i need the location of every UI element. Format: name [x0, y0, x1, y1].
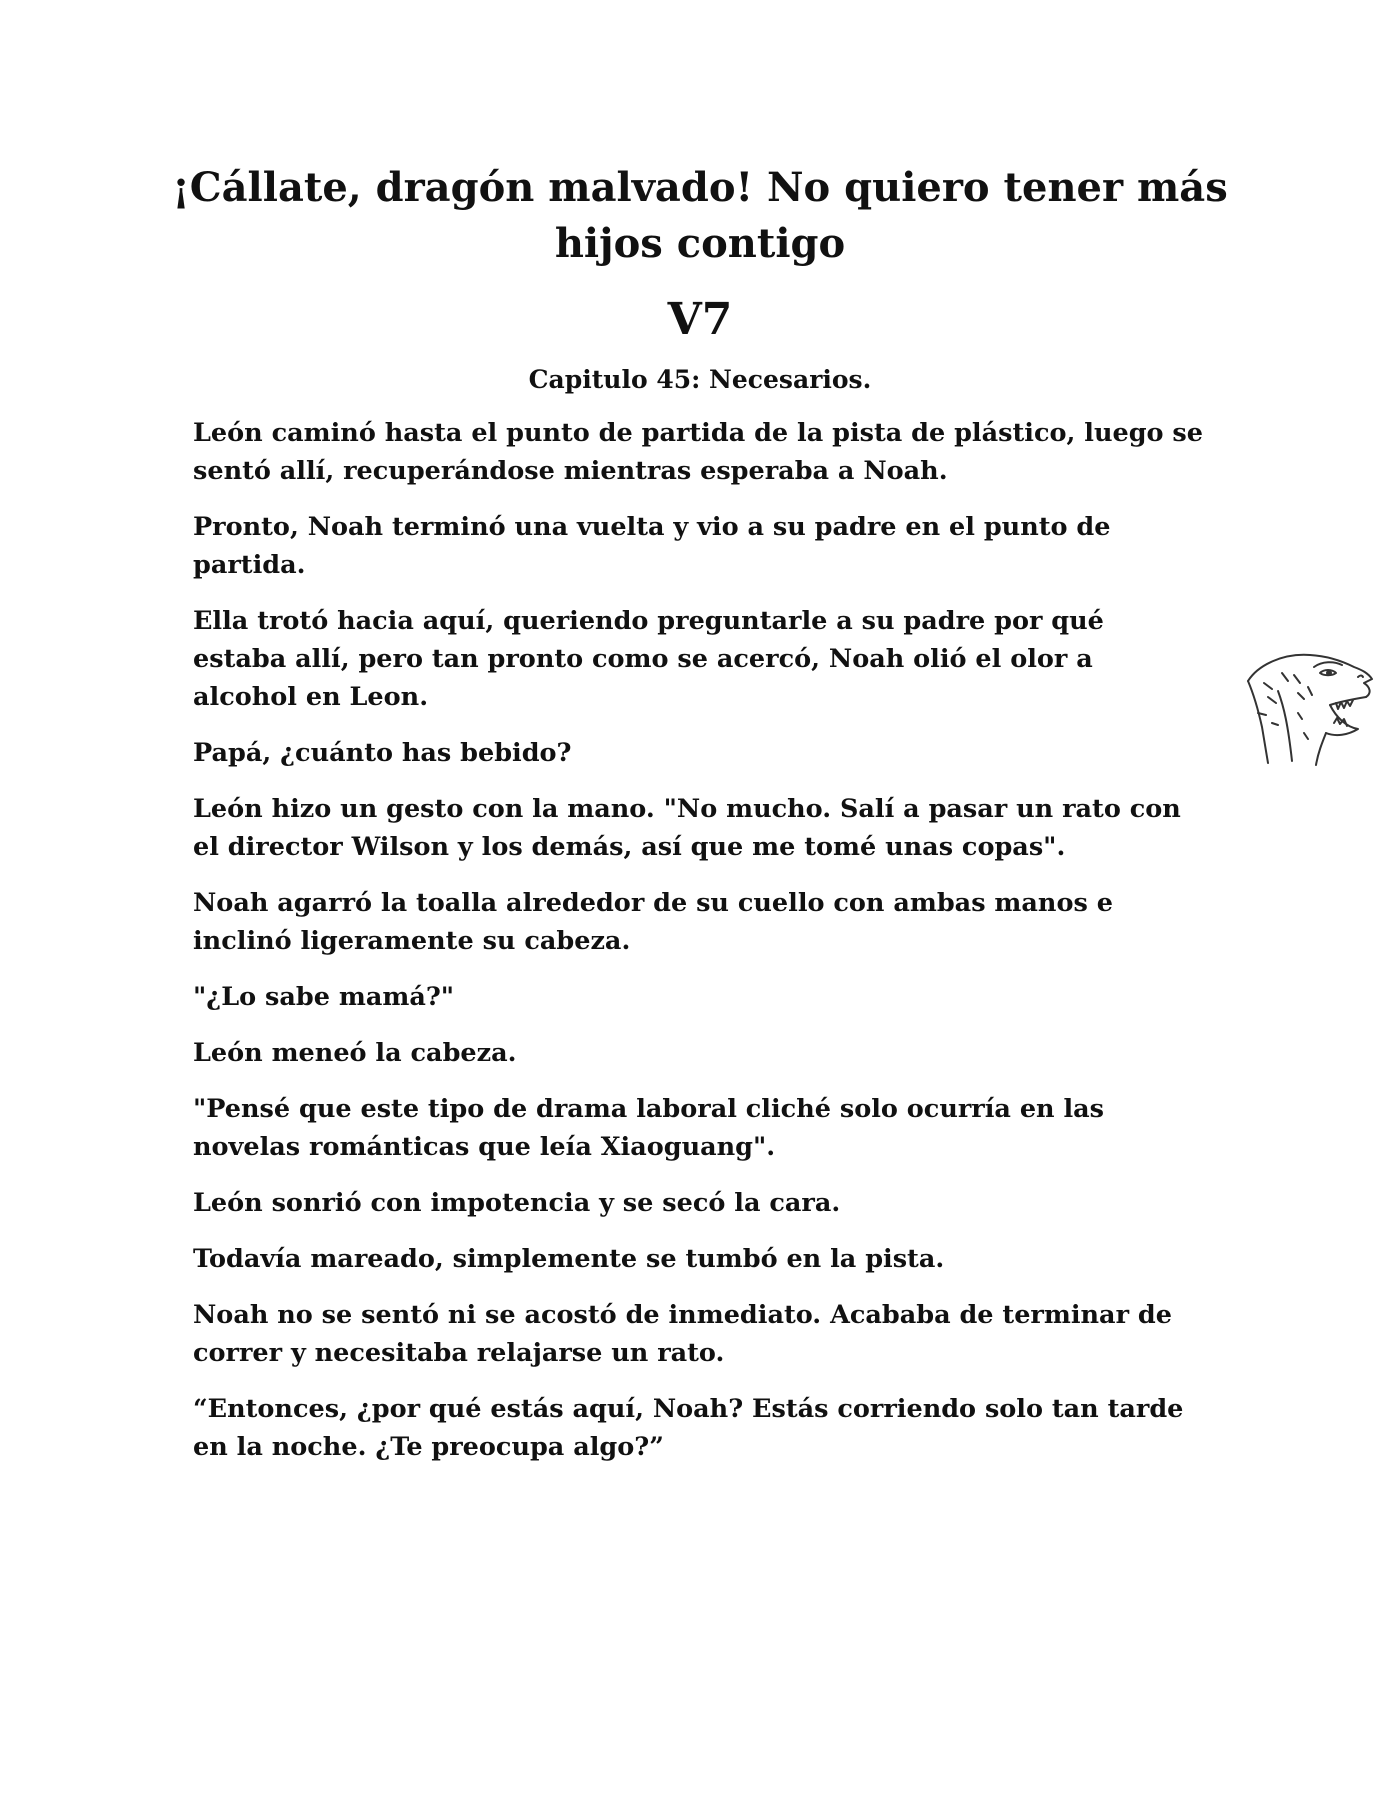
- paragraph: Noah no se sentó ni se acostó de inmediato. Acababa de terminar de correr y necesitaba relajarse un rato.: [193, 1300, 1172, 1368]
- chapter-heading: Capitulo 45: Necesarios.: [528, 365, 872, 394]
- paragraph: Papá, ¿cuánto has bebido?: [193, 738, 572, 768]
- document-title: ¡Cállate, dragón malvado! No quiero tener más hijos contigo: [172, 164, 1228, 267]
- paragraph: Todavía mareado, simplemente se tumbó en la pista.: [193, 1244, 945, 1274]
- chapter-body: [193, 414, 1203, 1484]
- paragraph: "¿Lo sabe mamá?": [193, 982, 455, 1012]
- paragraph: “Entonces, ¿por qué estás aquí, Noah? Estás corriendo solo tan tarde en la noche. ¿Te preocupa algo?”: [193, 1394, 1184, 1462]
- paragraph: León meneó la cabeza.: [193, 1038, 517, 1068]
- paragraph: Noah agarró la toalla alrededor de su cuello con ambas manos e inclinó ligeramente su cabeza.: [193, 888, 1113, 956]
- dragon-sketch-icon: [1238, 643, 1378, 769]
- paragraph: León sonrió con impotencia y se secó la cara.: [193, 1188, 841, 1218]
- paragraph: Ella trotó hacia aquí, queriendo preguntarle a su padre por qué estaba allí, pero tan pronto como se acercó, Noah olió el olor a alcohol en Leon.: [193, 606, 1104, 712]
- paragraph: "Pensé que este tipo de drama laboral cliché solo ocurría en las novelas románticas que leía Xiaoguang".: [193, 1094, 1105, 1162]
- volume-label: V7: [667, 294, 733, 345]
- paragraph: León caminó hasta el punto de partida de la pista de plástico, luego se sentó allí, recuperándose mientras esperaba a Noah.: [193, 418, 1204, 486]
- paragraph: Pronto, Noah terminó una vuelta y vio a su padre en el punto de partida.: [193, 512, 1111, 580]
- paragraph: León hizo un gesto con la mano. "No mucho. Salí a pasar un rato con el director Wilson y los demás, así que me tomé unas copas".: [193, 794, 1181, 862]
